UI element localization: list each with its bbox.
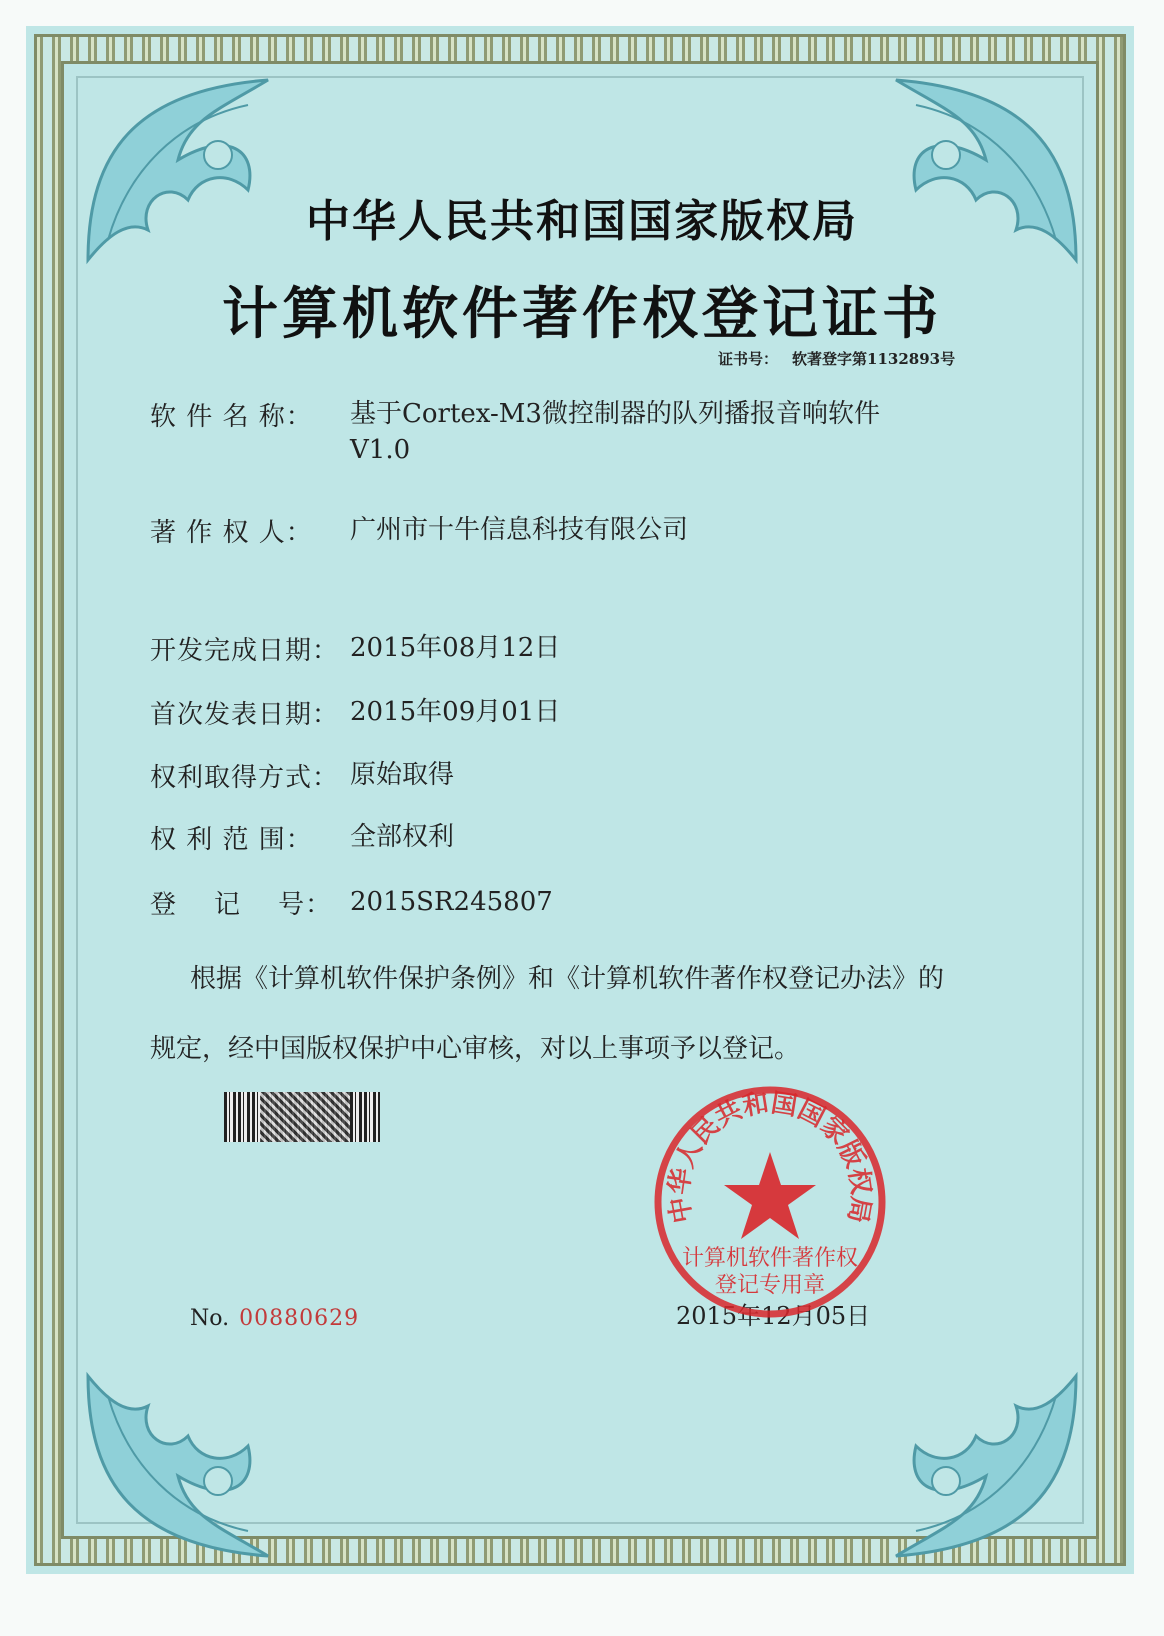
barcode-icon [224, 1092, 380, 1142]
seal-outer-text: 中华人民共和国国家版权局 [664, 1088, 876, 1226]
seal-line-2: 登记专用章 [714, 1273, 826, 1298]
seal-line-1: 计算机软件著作权 [681, 1246, 859, 1271]
issue-date: 2015年12月05日 [676, 1302, 871, 1330]
serial-number [190, 1306, 359, 1331]
field-value: 原始取得 [350, 760, 455, 790]
field-label: 著 作 权 人： [150, 518, 313, 548]
field-value: 2015SR245807 [350, 887, 553, 917]
certificate-title: 计算机软件著作权登记证书 [222, 281, 942, 347]
cert-number-value: 软著登字第1132893号 [792, 350, 956, 368]
cert-number-label: 证书号： [718, 350, 779, 368]
field-value: 基于Cortex-M3微控制器的队列播报音响软件V1.0 [350, 399, 880, 465]
field-value: 2015年09月01日 [350, 697, 561, 727]
field-row-completion-date [150, 630, 910, 667]
qr-pattern-icon [260, 1092, 350, 1142]
corner-ornament-icon [856, 1356, 1096, 1576]
field-row-owner [150, 512, 910, 549]
field-value: 全部权利 [350, 822, 455, 852]
field-label: 登 记 号： [150, 890, 333, 920]
field-label: 开发完成日期： [150, 636, 340, 666]
field-row-acquisition [150, 757, 910, 794]
official-seal-icon [650, 1082, 890, 1322]
field-value: 2015年08月12日 [350, 633, 561, 663]
issuer-title: 中华人民共和国国家版权局 [306, 196, 858, 247]
cert-number [718, 348, 955, 369]
field-row-publish-date [150, 694, 910, 731]
serial-value: 00880629 [239, 1306, 360, 1331]
field-row-registration-number [150, 884, 910, 921]
field-row-scope [150, 819, 910, 856]
field-value: 广州市十牛信息科技有限公司 [350, 515, 689, 545]
statement-line-2: 规定，经中国版权保护中心审核，对以上事项予以登记。 [150, 1034, 801, 1064]
field-label: 软 件 名 称： [150, 402, 313, 432]
corner-ornament-icon [68, 1356, 308, 1576]
field-row-software-name [150, 396, 910, 468]
statement-line-1: 根据《计算机软件保护条例》和《计算机软件著作权登记办法》的 [190, 964, 945, 994]
field-label: 首次发表日期： [150, 700, 340, 730]
serial-label: No. [190, 1306, 230, 1331]
field-label: 权利取得方式： [150, 763, 340, 793]
field-label: 权 利 范 围： [150, 825, 313, 855]
